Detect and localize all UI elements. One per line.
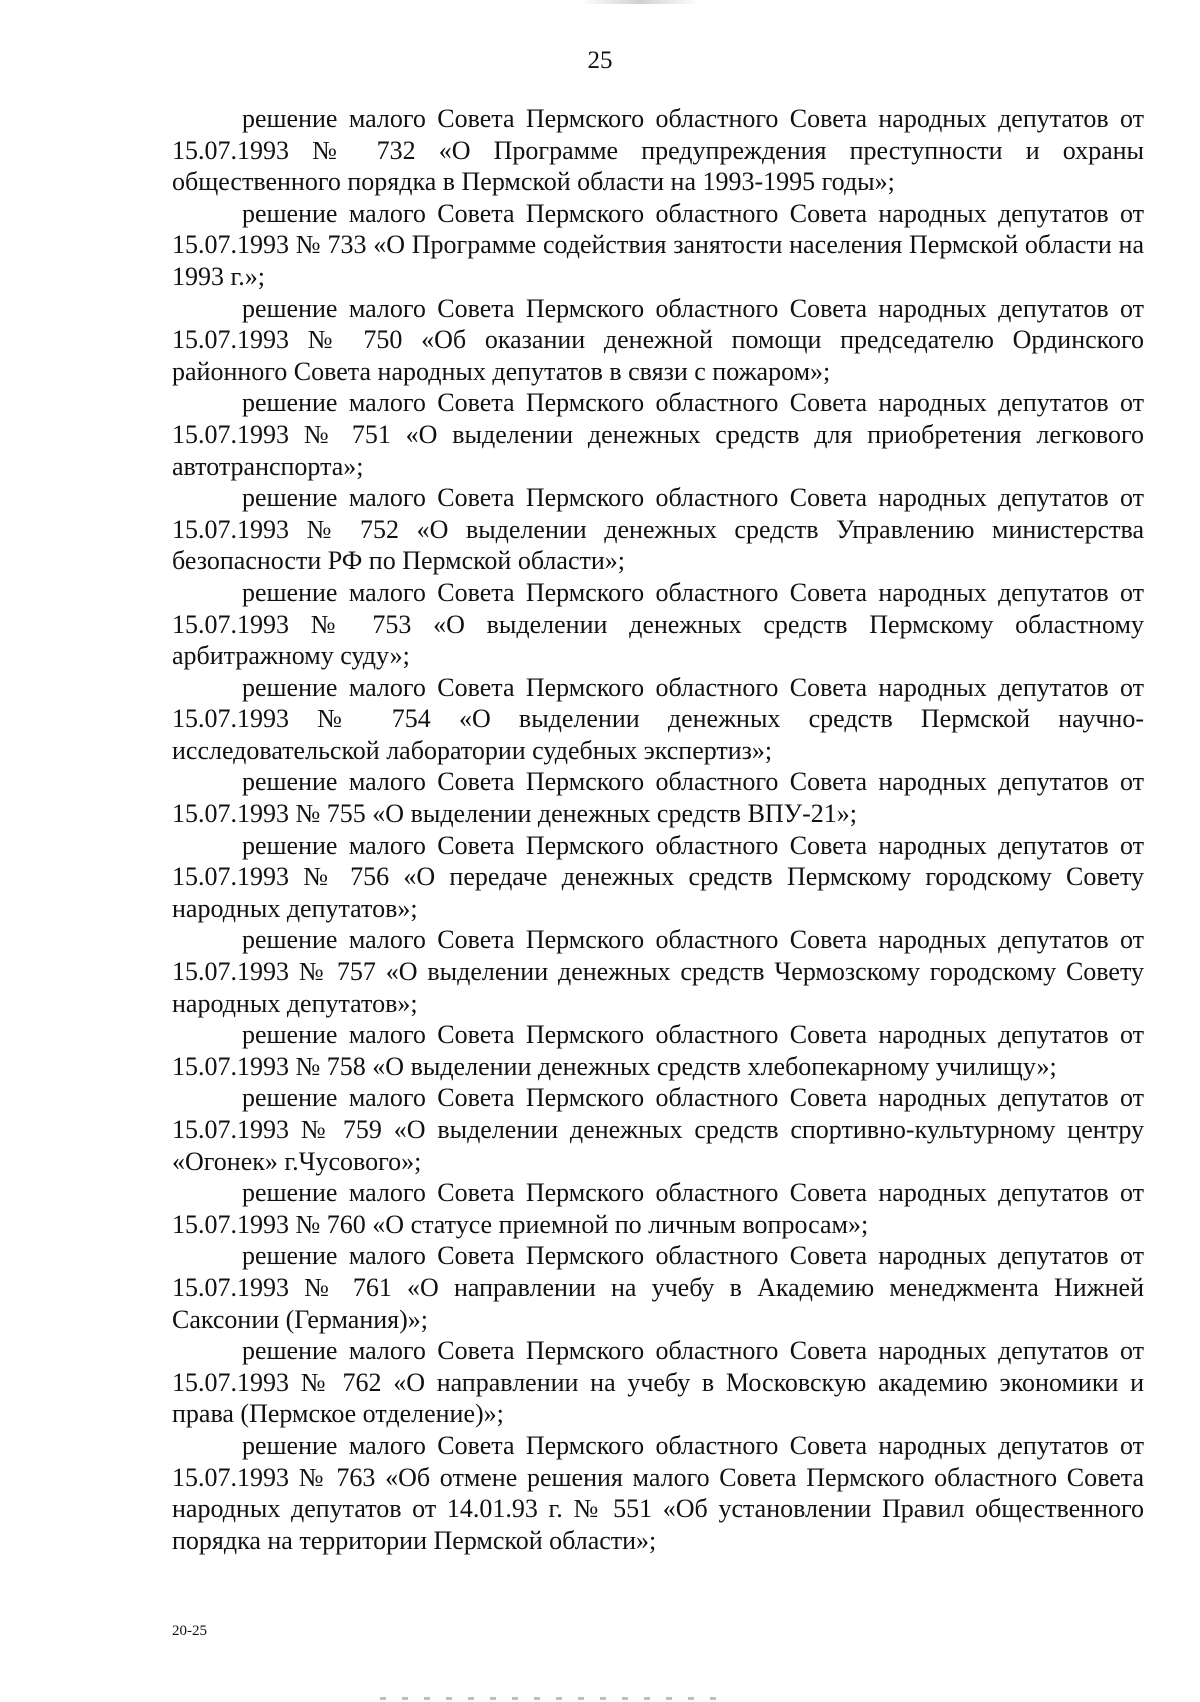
list-item: решение малого Совета Пермского областного Совета народных депутатов от 15.07.1993 № 758 «О выделении денежных средств хлебопекарному училищу»;	[172, 1020, 1144, 1081]
page-number: 25	[587, 47, 613, 74]
list-item: решение малого Совета Пермского областного Совета народных депутатов от 15.07.1993 № 756 «О передаче денежных средств Пермскому городскому Совету народных депутатов»;	[172, 830, 1144, 923]
list-item: решение малого Совета Пермского областного Совета народных депутатов от 15.07.1993 № 763 «Об отмене решения малого Совета Пермского областного Совета народных депутатов от 14.01.93 г. № 551 «Об установлении Правил общественного порядка на территории Пермской области»;	[172, 1430, 1144, 1555]
scan-artifact-bottom	[380, 1697, 720, 1700]
list-item: решение малого Совета Пермского областного Совета народных депутатов от 15.07.1993 № 752 «О выделении денежных средств Управлению министерства безопасности РФ по Пермской области»;	[172, 483, 1144, 576]
list-item: решение малого Совета Пермского областного Совета народных депутатов от 15.07.1993 № 733 «О Программе содействия занятости населения Пермской области на 1993 г.»;	[172, 198, 1144, 291]
list-item: решение малого Совета Пермского областного Совета народных депутатов от 15.07.1993 № 754 «О выделении денежных средств Пермской научно-исследовательской лаборатории судебных экспертиз»;	[172, 672, 1144, 765]
list-item: решение малого Совета Пермского областного Совета народных депутатов от 15.07.1993 № 751 «О выделении денежных средств для приобретения легкового автотранспорта»;	[172, 388, 1144, 481]
footer-code: 20-25	[172, 1623, 207, 1639]
list-item: решение малого Совета Пермского областного Совета народных депутатов от 15.07.1993 № 732 «О Программе предупреждения преступности и охраны общественного порядка в Пермской области на 1993-1995 годы»;	[172, 104, 1144, 197]
list-item: решение малого Совета Пермского областного Совета народных депутатов от 15.07.1993 № 753 «О выделении денежных средств Пермскому областному арбитражному суду»;	[172, 577, 1144, 671]
scan-artifact-top	[580, 0, 700, 4]
document-body	[172, 103, 1144, 1556]
list-item: решение малого Совета Пермского областного Совета народных депутатов от 15.07.1993 № 761 «О направлении на учебу в Академию менеджмента Нижней Саксонии (Германия)»;	[172, 1241, 1144, 1334]
list-item: решение малого Совета Пермского областного Совета народных депутатов от 15.07.1993 № 755 «О выделении денежных средств ВПУ-21»;	[172, 767, 1144, 829]
list-item: решение малого Совета Пермского областного Совета народных депутатов от 15.07.1993 № 760 «О статусе приемной по личным вопросам»;	[172, 1178, 1144, 1239]
list-item: решение малого Совета Пермского областного Совета народных депутатов от 15.07.1993 № 750 «Об оказании денежной помощи председателю Ординского районного Совета народных депутатов в связи с пожаром»;	[172, 293, 1144, 386]
list-item: решение малого Совета Пермского областного Совета народных депутатов от 15.07.1993 № 762 «О направлении на учебу в Московскую академию экономики и права (Пермское отделение)»;	[172, 1336, 1144, 1429]
list-item: решение малого Совета Пермского областного Совета народных депутатов от 15.07.1993 № 759 «О выделении денежных средств спортивно-культурному центру «Огонек» г.Чусового»;	[172, 1083, 1144, 1176]
list-item: решение малого Совета Пермского областного Совета народных депутатов от 15.07.1993 № 757 «О выделении денежных средств Чермозскому городскому Совету народных депутатов»;	[172, 925, 1144, 1018]
